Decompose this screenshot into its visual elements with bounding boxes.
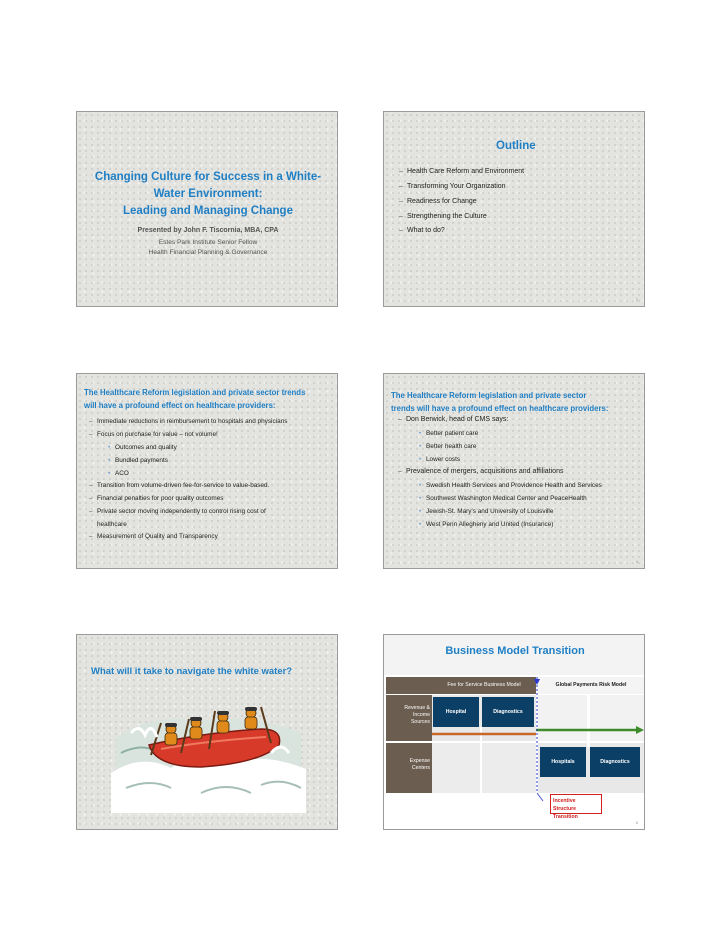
slide-2 bbox=[383, 111, 645, 307]
list-item: – Don Berwick, head of CMS says: bbox=[406, 416, 508, 423]
list-item: • Lower costs bbox=[426, 456, 460, 463]
slide-1 bbox=[76, 111, 338, 307]
hospitals-box: Hospitals bbox=[540, 747, 586, 777]
list-item: • Outcomes and quality bbox=[115, 444, 177, 451]
list-item: • Swedish Health Services and Providence Health and Services bbox=[426, 482, 602, 489]
slide-4-title: The Healthcare Reform legislation and private sector trends will have a profound effect on healthcare providers: bbox=[391, 391, 609, 413]
page-number: 3 bbox=[328, 559, 331, 564]
slide-3-title: The Healthcare Reform legislation and private sector trends will have a profound effect on healthcare providers: bbox=[84, 388, 306, 410]
slide-6-title: Business Model Transition bbox=[445, 645, 585, 657]
outline-item: – What to do? bbox=[407, 227, 445, 234]
expense-row-label: Expense Centers bbox=[386, 743, 432, 793]
list-item: – Immediate reductions in reimbursement to hospitals and physicians bbox=[97, 418, 287, 425]
page-number: 4 bbox=[635, 559, 638, 564]
slide-5-title: What will it take to navigate the white water? bbox=[91, 666, 293, 677]
list-item: – Private sector moving independently to control rising cost of bbox=[97, 508, 266, 515]
list-item: • Better health care bbox=[426, 443, 476, 450]
outline-item: – Transforming Your Organization bbox=[407, 183, 506, 190]
list-item-continued: healthcare bbox=[97, 521, 127, 528]
affiliation-1: Estes Park Institute Senior Fellow bbox=[158, 239, 258, 246]
slide-6 bbox=[383, 634, 645, 830]
page-number: 5 bbox=[328, 820, 331, 825]
list-item: – Focus on purchase for value – not volume! bbox=[97, 431, 218, 438]
list-item: • West Penn Allegheny and United (Insurance) bbox=[426, 521, 553, 528]
slide-3 bbox=[76, 373, 338, 569]
page-number: 1 bbox=[328, 297, 331, 302]
list-item: • Bundled payments bbox=[115, 457, 168, 464]
list-item: • Jewish-St. Mary’s and University of Louisville bbox=[426, 508, 553, 515]
slide-4 bbox=[383, 373, 645, 569]
slide-1-title: Changing Culture for Success in a White- Water Environment: Leading and Managing Change bbox=[94, 171, 322, 217]
outline-item: – Health Care Reform and Environment bbox=[407, 168, 524, 175]
list-item: – Financial penalties for poor quality outcomes bbox=[97, 495, 223, 502]
list-item: • Better patient care bbox=[426, 430, 478, 437]
outline-item: – Readiness for Change bbox=[407, 198, 477, 205]
list-item: • Southwest Washington Medical Center and PeaceHealth bbox=[426, 495, 587, 502]
diagnostics-box-2: Diagnostics bbox=[590, 747, 640, 777]
slide-2-title: Outline bbox=[496, 140, 536, 152]
diagnostics-box: Diagnostics bbox=[482, 697, 534, 727]
page-number: 2 bbox=[635, 297, 638, 302]
fee-model-header: Fee for Service Business Model bbox=[432, 677, 536, 694]
hospital-box: Hospital bbox=[433, 697, 479, 727]
transition-arrows bbox=[384, 635, 645, 830]
list-item: • ACO bbox=[115, 470, 129, 477]
revenue-row-label: Revenue & Income Sources bbox=[386, 695, 432, 741]
affiliation-2: Health Financial Planning & Governance bbox=[148, 249, 268, 256]
rafting-clipart-image bbox=[111, 693, 306, 813]
slide-5 bbox=[76, 634, 338, 830]
list-item: – Measurement of Quality and Transparency bbox=[97, 533, 218, 540]
list-item: – Transition from volume-driven fee-for-service to value-based. bbox=[97, 482, 269, 489]
list-item: – Prevalence of mergers, acquisitions and affiliations bbox=[406, 468, 563, 475]
global-model-header: Global Payments Risk Model bbox=[538, 677, 644, 694]
incentive-transition-box: Incentive Structure Transition bbox=[550, 794, 602, 814]
outline-item: – Strengthening the Culture bbox=[407, 213, 487, 220]
presenter: Presented by John F. Tiscornia, MBA, CPA bbox=[137, 227, 279, 234]
page-number: 6 bbox=[635, 820, 638, 825]
